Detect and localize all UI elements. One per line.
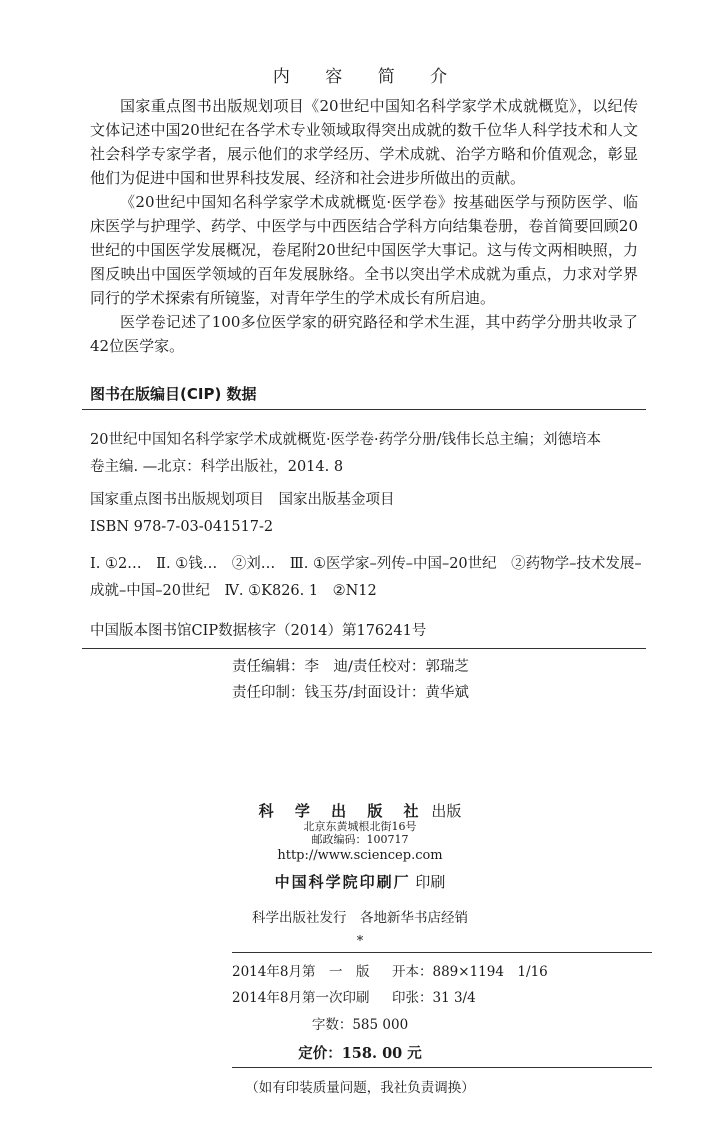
cip-class-line-1: Ⅰ. ①2… Ⅱ. ①钱… ②刘… Ⅲ. ①医学家–列传–中国–20世纪 ②药物学–技术发展– [90, 556, 642, 572]
imprint-bottom-rule [232, 1067, 652, 1068]
intro-paragraph-3: 医学卷记述了100多位医学家的研究路径和学术生涯，其中药学分册共收录了42位医学家。 [90, 313, 638, 355]
book-format: 开本：889×1194 1/16 [392, 964, 548, 980]
printer-name: 中国科学院印刷厂 [274, 873, 411, 891]
printed-sheets: 印张：31 3/4 [392, 990, 476, 1006]
cip-number: 中国版本图书馆CIP数据核字（2014）第176241号 [90, 623, 427, 639]
cip-project-line: 国家重点图书出版规划项目 国家出版基金项目 [90, 492, 395, 508]
cip-bibliographic-entry [90, 427, 646, 481]
price: 定价：158. 00 元 [298, 1045, 422, 1062]
publisher-name: 科 学 出 版 社 [258, 802, 427, 820]
printer-line [0, 871, 720, 892]
imprint-row-2 [232, 986, 652, 1006]
intro-section [90, 94, 638, 358]
publisher-address: 北京东黄城根北街16号 [303, 820, 417, 833]
cip-class-line-2: 成就–中国–20世纪 Ⅳ. ①K826. 1 ②N12 [90, 583, 377, 599]
separator-star: * [356, 934, 364, 949]
publisher-suffix: 出版 [431, 802, 462, 820]
distribution-line: 科学出版社发行 各地新华书店经销 [252, 910, 468, 926]
imprint-row-1 [232, 960, 652, 980]
printing-date: 2014年8月第一次印刷 [232, 990, 370, 1006]
cip-line-1: 20世纪中国知名科学家学术成就概览·医学卷·药学分册/钱伟长总主编；刘德培本 [90, 432, 602, 448]
publisher-url: http://www.sciencep.com [277, 848, 443, 863]
page-title: 内 容 简 介 [272, 67, 463, 87]
quality-notice: （如有印装质量问题，我社负责调换） [245, 1080, 475, 1096]
publisher-line [0, 800, 720, 821]
cip-line-2: 卷主编. —北京：科学出版社，2014. 8 [90, 459, 344, 475]
printer-suffix: 印刷 [415, 873, 446, 891]
edition-date: 2014年8月第 一 版 [232, 964, 370, 980]
cip-bottom-rule [82, 648, 646, 649]
imprint-top-rule [232, 952, 652, 953]
cip-isbn: ISBN 978-7-03-041517-2 [90, 519, 274, 535]
publisher-postcode: 邮政编码：100717 [311, 833, 409, 846]
intro-paragraph-1: 国家重点图书出版规划项目《20世纪中国知名科学家学术成就概览》，以纪传文体记述中国20世纪在各学术专业领域取得突出成就的数千位华人科学技术和人文社会科学专家学者，展示他们的求学经历、学术成就、治学方略和价值观念，彰显他们为促进中国和世界科技发展、经济和社会进步所做出的贡献。 [90, 97, 638, 187]
editors-line-2: 责任印制：钱玉芬/封面设计：黄华斌 [232, 685, 469, 701]
editors-line-1: 责任编辑：李 迪/责任校对：郭瑞芝 [232, 659, 469, 675]
intro-paragraph-2: 《20世纪中国知名科学家学术成就概览·医学卷》按基础医学与预防医学、临床医学与护理学、药学、中医学与中西医结合学科方向结集卷册，卷首简要回顾20世纪的中国医学发展概况，卷尾附20世纪中国医学大事记。这与传文两相映照，力图反映出中国医学领域的百年发展脉络。全书以突出学术成就为重点，力求对学界同行的学术探索有所镜鉴，对青年学生的学术成长有所启迪。 [90, 193, 638, 307]
editors-block [232, 654, 469, 706]
cip-classification [90, 551, 646, 605]
cip-top-rule [82, 409, 646, 410]
cip-heading: 图书在版编目(CIP) 数据 [90, 385, 257, 403]
word-count: 字数：585 000 [311, 1017, 409, 1033]
